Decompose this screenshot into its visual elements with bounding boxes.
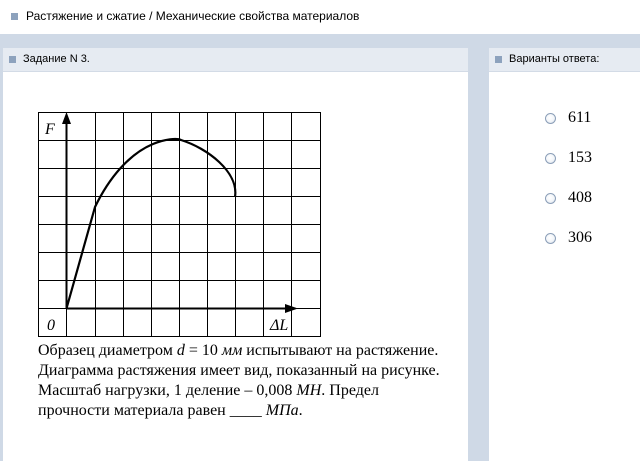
answer-option-611[interactable] xyxy=(545,108,625,130)
radio-button[interactable] xyxy=(545,153,556,164)
task-text-part: . xyxy=(298,402,303,419)
diameter-variable: d xyxy=(176,342,185,359)
answer-label: 408 xyxy=(568,189,592,206)
answers-panel-header xyxy=(489,48,640,72)
bullet-square-icon xyxy=(11,13,18,20)
diameter-value: = 10 xyxy=(184,342,222,359)
answers-panel-title: Варианты ответа: xyxy=(509,53,600,65)
answer-option-408[interactable] xyxy=(545,188,625,210)
unit-mpa: МПа xyxy=(265,402,299,419)
task-text-part: испытывают на растяжение. Диаграмма растяжения имеет вид, показанный на рисунке. Масштаб нагрузки, 1 деление – 0,008 xyxy=(38,342,440,399)
task-text-part: . Предел прочности материала равен ____ xyxy=(38,382,379,419)
task-panel-title: Задание N 3. xyxy=(23,53,90,65)
radio-button[interactable] xyxy=(545,193,556,204)
answer-label: 611 xyxy=(568,109,592,126)
unit-mn: МН xyxy=(296,382,322,399)
x-axis-label: ΔL xyxy=(270,317,289,334)
breadcrumb-title: Растяжение и сжатие / Механические свойства материалов xyxy=(26,9,360,23)
y-axis-label: F xyxy=(45,121,55,138)
tension-curve xyxy=(67,139,236,308)
top-header-bar xyxy=(0,0,640,35)
diagram-grid xyxy=(39,113,321,337)
radio-button[interactable] xyxy=(545,113,556,124)
bullet-square-icon xyxy=(495,56,502,63)
answer-label: 306 xyxy=(568,229,592,246)
answer-option-306[interactable] xyxy=(545,228,625,250)
task-statement xyxy=(38,341,448,421)
answer-label: 153 xyxy=(568,149,592,166)
radio-button[interactable] xyxy=(545,233,556,244)
task-text-part: Образец диаметром xyxy=(38,342,177,359)
stress-strain-diagram xyxy=(37,112,327,340)
task-panel-header xyxy=(3,48,468,72)
answer-option-153[interactable] xyxy=(545,148,625,170)
unit-mm: мм xyxy=(221,342,243,359)
bullet-square-icon xyxy=(9,56,16,63)
y-axis-arrow-icon xyxy=(62,112,71,124)
origin-label: 0 xyxy=(47,317,55,334)
